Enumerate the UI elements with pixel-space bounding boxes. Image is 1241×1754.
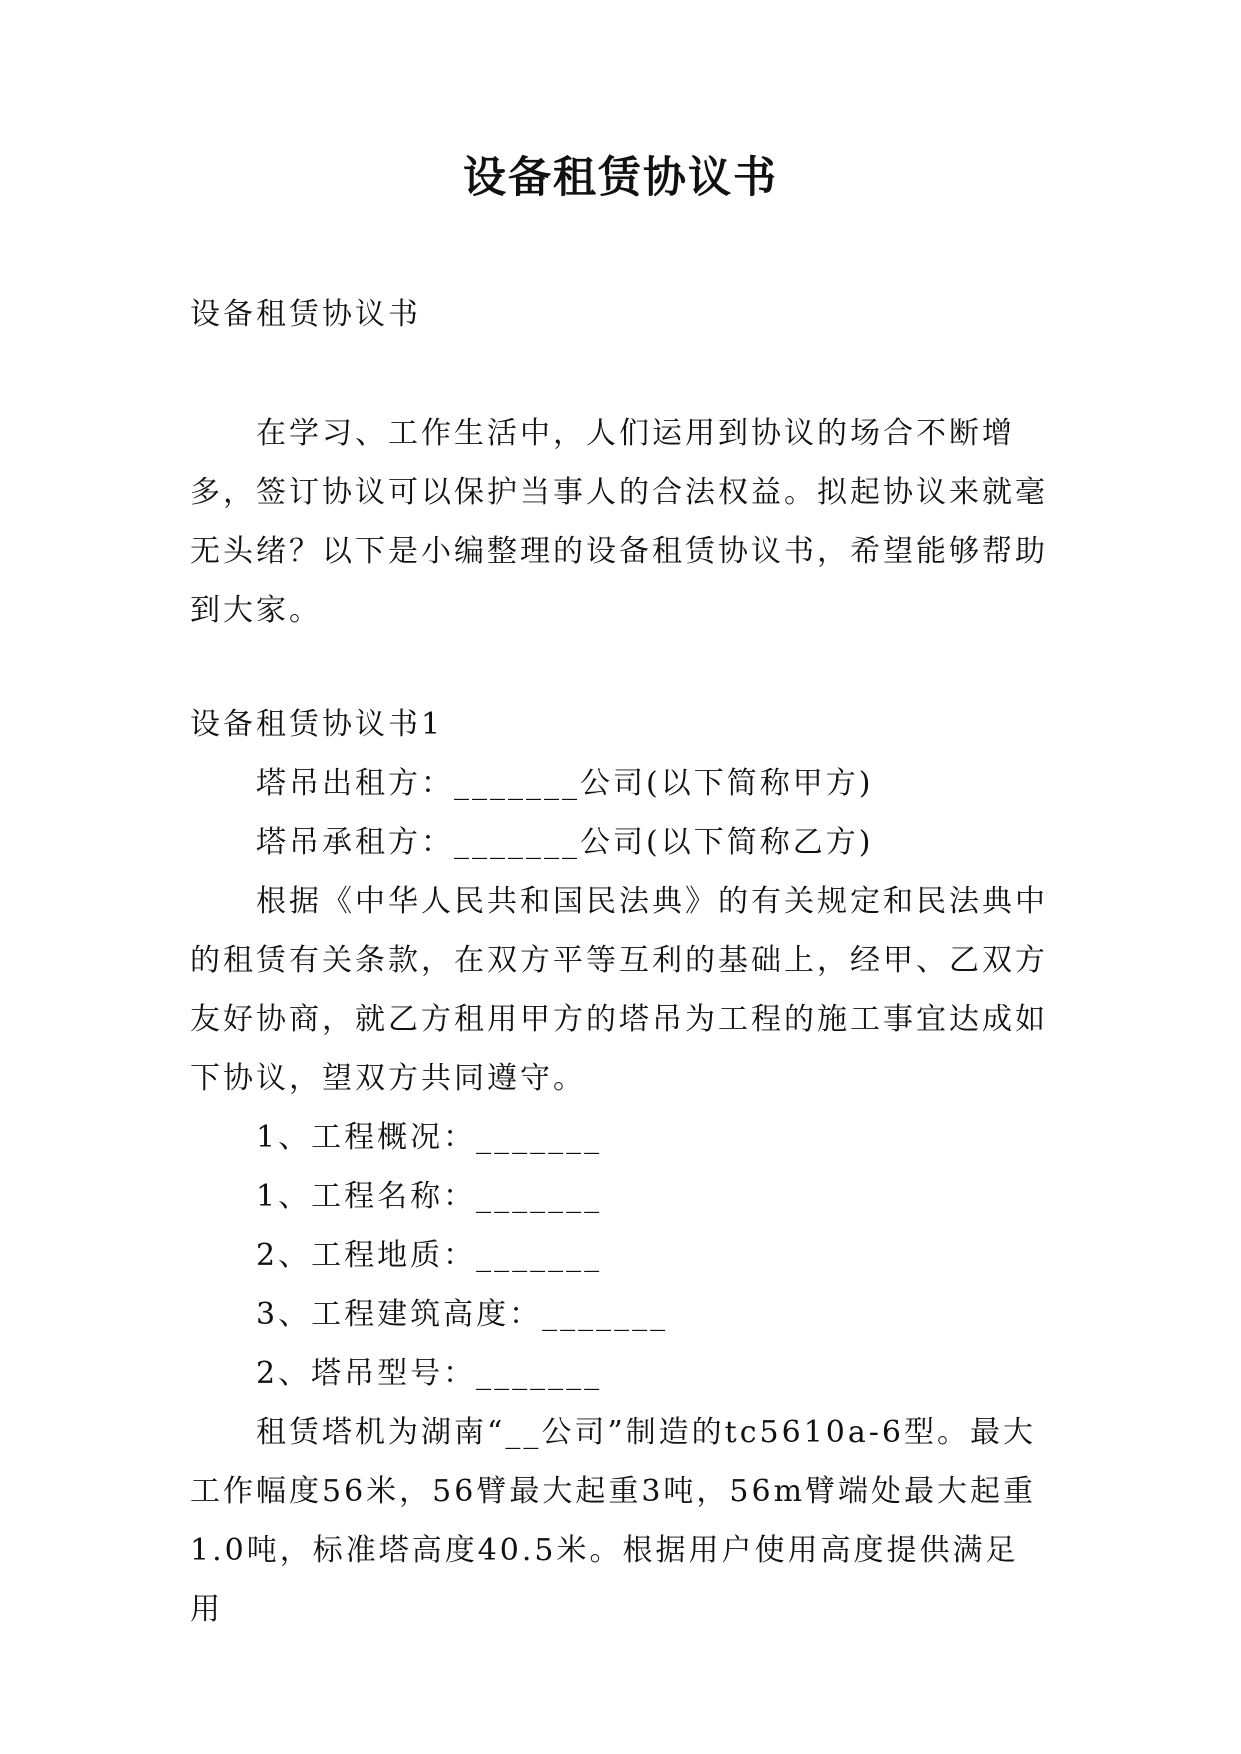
document-title: 设备租赁协议书: [463, 153, 778, 203]
document-subtitle: 设备租赁协议书: [190, 297, 421, 332]
list-item-project-name: 1、工程名称：_______: [256, 1179, 603, 1214]
section-heading: 设备租赁协议书1: [190, 707, 444, 742]
lessee-line: 塔吊承租方：_______公司(以下简称乙方): [256, 825, 874, 860]
list-item-project-overview: 1、工程概况：_______: [256, 1120, 603, 1155]
agreement-section: [190, 695, 1050, 1639]
preamble-paragraph: 根据《中华人民共和国民法典》的有关规定和民法典中的租赁有关条款，在双方平等互利的基础上，经甲、乙双方友好协商，就乙方租用甲方的塔吊为工程的施工事宜达成如下协议，望双方共同遵守。: [190, 884, 1048, 1096]
list-item-crane-model: 2、塔吊型号：_______: [256, 1356, 603, 1391]
list-item-building-height: 3、工程建筑高度：_______: [256, 1297, 669, 1332]
intro-paragraph: 在学习、工作生活中，人们运用到协议的场合不断增多，签订协议可以保护当事人的合法权益。拟起协议来就毫无头绪？以下是小编整理的设备租赁协议书，希望能够帮助到大家。: [190, 416, 1048, 628]
lessor-line: 塔吊出租方：_______公司(以下简称甲方): [256, 766, 874, 801]
crane-description-paragraph: 租赁塔机为湖南“__公司”制造的tc5610a-6型。最大工作幅度56米，56臂最大起重3吨，56m臂端处最大起重1.0吨，标准塔高度40.5米。根据用户使用高度提供满足用: [190, 1415, 1037, 1627]
list-item-project-geology: 2、工程地质：_______: [256, 1238, 603, 1273]
